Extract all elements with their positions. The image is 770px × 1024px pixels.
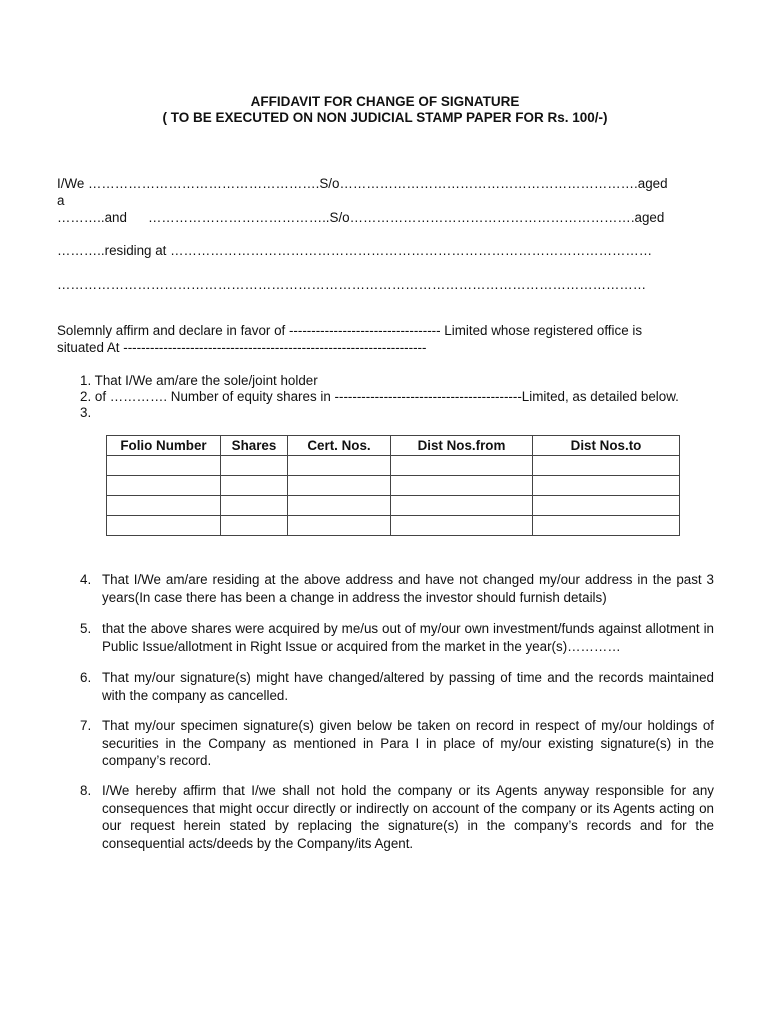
table-cell[interactable] [391,476,533,496]
table-cell[interactable] [107,456,221,476]
table-cell[interactable] [533,516,680,536]
table-row [107,476,680,496]
table-cell[interactable] [221,516,288,536]
table-cell[interactable] [533,476,680,496]
table-row [107,456,680,476]
table-cell[interactable] [533,456,680,476]
table-cell[interactable] [288,496,391,516]
table-header-row [107,436,680,456]
residence-line-cont: …………………………………………………………………………………………………………………… [57,277,647,292]
residence-line: ………..residing at ……………………………………………………………………………………………… [57,243,653,258]
table-cell[interactable] [107,496,221,516]
point-3: 3. [80,405,92,420]
col-folio-number: Folio Number [107,436,221,456]
shareholding-table [106,435,680,536]
list-item [80,782,714,852]
item-number: 4. [80,572,92,587]
table-cell[interactable] [221,476,288,496]
table-cell[interactable] [391,496,533,516]
list-item [80,717,714,770]
document-title: AFFIDAVIT FOR CHANGE OF SIGNATURE [250,94,520,109]
table-cell[interactable] [533,496,680,516]
table-cell[interactable] [221,456,288,476]
affirmation-line-2: situated At -------------------------------------------------------------------- [57,340,427,355]
item-text: that the above shares were acquired by me/us out of my/our own investment/funds against allotment in Public Issue/allotment in Right Issue or acquired from the market in the year(s)………… [102,621,714,654]
list-item [80,669,714,704]
item-number: 5. [80,621,92,636]
item-number: 8. [80,783,92,798]
point-1: 1. That I/We am/are the sole/joint holder [80,373,318,388]
col-shares: Shares [221,436,288,456]
table-row [107,496,680,516]
table-cell[interactable] [221,496,288,516]
col-dist-nos-to: Dist Nos.to [533,436,680,456]
table-cell[interactable] [288,456,391,476]
declarant-line-1: I/We …………………………………………….S/o………………………………………………………….aged [57,176,668,191]
table-cell[interactable] [391,456,533,476]
document-subtitle: ( TO BE EXECUTED ON NON JUDICIAL STAMP PAPER FOR Rs. 100/-) [162,110,608,125]
list-item [80,620,714,655]
item-text: That my/our specimen signature(s) given below be taken on record in respect of my/our holdings of securities in the Company as mentioned in Para I in place of my/our existing signature(s) in the company’s record. [102,718,714,768]
item-text: I/We hereby affirm that I/we shall not hold the company or its Agents anyway responsible for any consequences that might occur directly or indirectly on account of the company or its Agents acting on our request herein stated by replacing the signature(s) in the company’s records and for the consequential acts/deeds by the Company/its Agent. [102,783,714,851]
table-cell[interactable] [107,516,221,536]
table-cell[interactable] [107,476,221,496]
list-item [80,571,714,606]
declarant-line-2: …………………………………..S/o……………………………………………………….aged [148,210,665,225]
table-cell[interactable] [288,516,391,536]
affirmation-line-1: Solemnly affirm and declare in favor of ---------------------------------- Limited whose registered office is [57,323,643,338]
item-number: 7. [80,718,92,733]
table-row [107,516,680,536]
declarant-line-2-lead: ………..and [57,210,127,225]
table-cell[interactable] [288,476,391,496]
item-text: That my/our signature(s) might have changed/altered by passing of time and the records maintained with the company as cancelled. [102,670,714,703]
col-dist-nos-from: Dist Nos.from [391,436,533,456]
declarant-line-1-cont: a [57,193,65,208]
table-cell[interactable] [391,516,533,536]
item-number: 6. [80,670,92,685]
item-text: That I/We am/are residing at the above address and have not changed my/our address in the past 3 years(In case there has been a change in address the investor should furnish details) [102,572,714,605]
col-cert-nos: Cert. Nos. [288,436,391,456]
point-2: 2. of …………. Number of equity shares in ------------------------------------------Limited, as detailed below. [80,389,679,404]
